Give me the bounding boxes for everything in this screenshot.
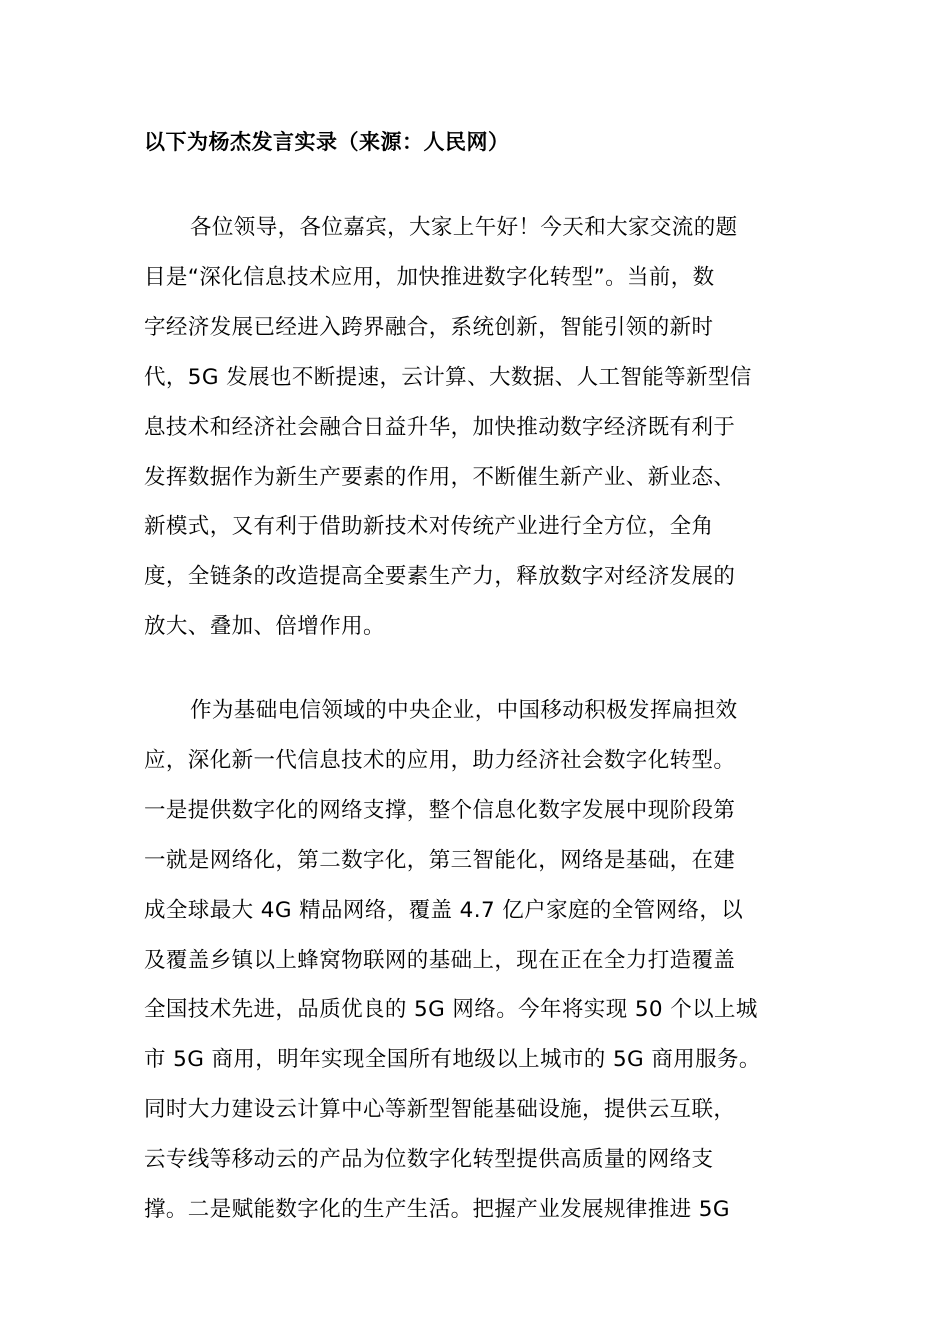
paragraph-2 — [144, 686, 804, 1235]
paragraph-1 — [144, 203, 804, 652]
paragraph-line: 发挥数据作为新生产要素的作用，不断催生新产业、新业态、 — [144, 464, 736, 490]
paragraph-line: 字经济发展已经进入跨界融合，系统创新，智能引领的新时 — [144, 314, 714, 340]
document-title: 以下为杨杰发言实录（来源：人民网） — [144, 130, 510, 154]
paragraph-line: 新模式，又有利于借助新技术对传统产业进行全方位，全角 — [144, 514, 714, 540]
paragraph-line: 全国技术先进，品质优良的 5G 网络。今年将实现 50 个以上城 — [144, 997, 758, 1023]
paragraph-line: 度，全链条的改造提高全要素生产力，释放数字对经济发展的 — [144, 564, 736, 590]
paragraph-line: 放大、叠加、倍增作用。 — [144, 614, 385, 640]
paragraph-line: 应，深化新一代信息技术的应用，助力经济社会数字化转型。 — [144, 747, 736, 773]
paragraph-line: 市 5G 商用，明年实现全国所有地级以上城市的 5G 商用服务。 — [144, 1047, 761, 1073]
paragraph-line: 云专线等移动云的产品为位数字化转型提供高质量的网络支 — [144, 1147, 714, 1173]
paragraph-line: 代，5G 发展也不断提速，云计算、大数据、人工智能等新型信 — [144, 364, 752, 390]
paragraph-line: 一就是网络化，第二数字化，第三智能化，网络是基础，在建 — [144, 847, 736, 873]
paragraph-line: 各位领导，各位嘉宾，大家上午好！今天和大家交流的题 — [190, 215, 738, 240]
paragraph-line: 息技术和经济社会融合日益升华，加快推动数字经济既有利于 — [144, 414, 736, 440]
paragraph-line: 目是“深化信息技术应用，加快推进数字化转型”。当前，数 — [144, 264, 715, 290]
paragraph-line: 一是提供数字化的网络支撑，整个信息化数字发展中现阶段第 — [144, 797, 736, 823]
paragraph-line: 及覆盖乡镇以上蜂窝物联网的基础上，现在正在全力打造覆盖 — [144, 947, 736, 973]
paragraph-line: 作为基础电信领域的中央企业，中国移动积极发挥扁担效 — [190, 698, 738, 723]
paragraph-line: 撑。二是赋能数字化的生产生活。把握产业发展规律推进 5G — [144, 1197, 730, 1223]
paragraph-line: 同时大力建设云计算中心等新型智能基础设施，提供云互联， — [144, 1097, 736, 1123]
paragraph-line: 成全球最大 4G 精品网络，覆盖 4.7 亿户家庭的全管网络，以 — [144, 897, 744, 923]
